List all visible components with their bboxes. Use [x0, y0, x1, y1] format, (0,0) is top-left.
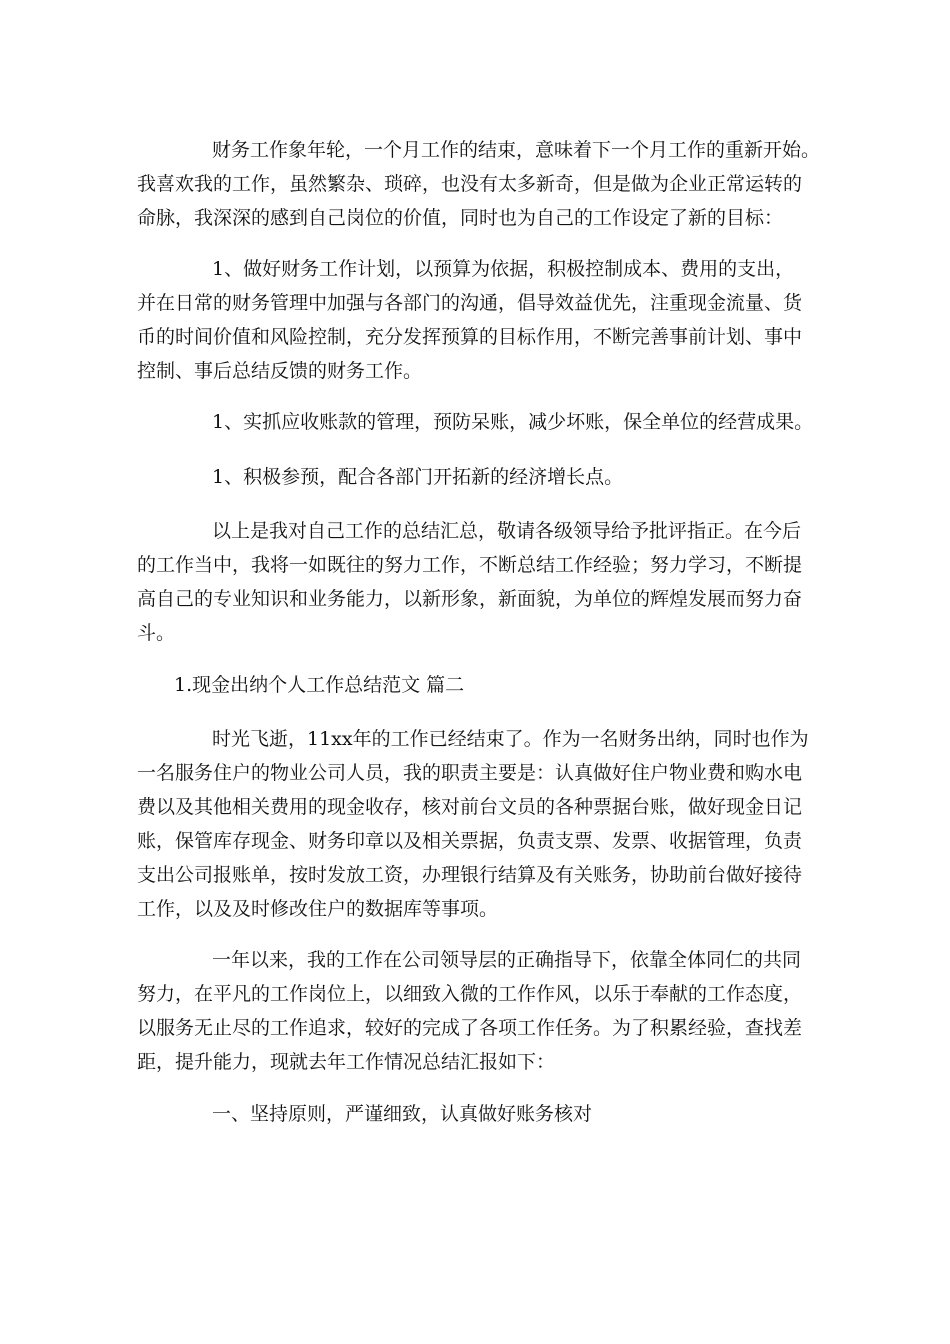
text-line: 控制、事后总结反馈的财务工作。	[137, 360, 423, 382]
text-line: 一年以来，我的工作在公司领导层的正确指导下，依靠全体同仁的共同	[212, 949, 802, 971]
text-line: 我喜欢我的工作，虽然繁杂、琐碎，也没有太多新奇，但是做为企业正常运转的	[137, 173, 803, 195]
paragraph-item-receivables	[212, 405, 813, 439]
text-line: 1、实抓应收账款的管理，预防呆账，减少坏账，保全单位的经营成果。	[212, 411, 814, 433]
paragraph-item-plan	[137, 252, 802, 388]
paragraph-intro	[137, 133, 820, 235]
subsection-heading-text: 一、坚持原则，严谨细致，认真做好账务核对	[212, 1103, 593, 1125]
text-line: 以上是我对自己工作的总结汇总，敬请各级领导给予批评指正。在今后	[212, 520, 802, 542]
text-line: 工作，以及及时修改住户的数据库等事项。	[137, 898, 499, 920]
text-line: 斗。	[137, 622, 176, 644]
text-line: 一名服务住户的物业公司人员，我的职责主要是：认真做好住户物业费和购水电	[137, 762, 803, 784]
paragraph-item-growth	[212, 460, 623, 494]
paragraph-year-review	[137, 943, 802, 1079]
text-line: 命脉，我深深的感到自己岗位的价值，同时也为自己的工作设定了新的目标：	[137, 207, 784, 229]
text-line: 并在日常的财务管理中加强与各部门的沟通，倡导效益优先，注重现金流量、货	[137, 292, 803, 314]
text-line: 高自己的专业知识和业务能力，以新形象，新面貌，为单位的辉煌发展而努力奋	[137, 588, 803, 610]
text-line: 币的时间价值和风险控制，充分发挥预算的目标作用，不断完善事前计划、事中	[137, 326, 803, 348]
section-heading-text: 1.现金出纳个人工作总结范文 篇二	[174, 674, 465, 696]
text-line: 的工作当中，我将一如既往的努力工作，不断总结工作经验；努力学习，不断提	[137, 554, 803, 576]
text-line: 以服务无止尽的工作追求，较好的完成了各项工作任务。为了积累经验，查找差	[137, 1017, 803, 1039]
paragraph-conclusion	[137, 514, 802, 650]
text-line: 时光飞逝，11xx年的工作已经结束了。作为一名财务出纳，同时也作为	[212, 728, 809, 750]
text-line: 1、积极参预，配合各部门开拓新的经济增长点。	[212, 466, 624, 488]
paragraph-duties	[137, 722, 809, 926]
text-line: 财务工作象年轮，一个月工作的结束，意味着下一个月工作的重新开始。	[212, 139, 821, 161]
text-line: 1、做好财务工作计划，以预算为依据，积极控制成本、费用的支出，	[212, 258, 795, 280]
text-line: 努力，在平凡的工作岗位上，以细致入微的工作作风，以乐于奉献的工作态度，	[137, 983, 803, 1005]
subsection-heading	[212, 1097, 592, 1131]
text-line: 支出公司报账单，按时发放工资，办理银行结算及有关账务，协助前台做好接待	[137, 864, 803, 886]
text-line: 距，提升能力，现就去年工作情况总结汇报如下：	[137, 1051, 556, 1073]
section-heading	[174, 668, 464, 702]
text-line: 费以及其他相关费用的现金收存，核对前台文员的各种票据台账，做好现金日记	[137, 796, 803, 818]
text-line: 账，保管库存现金、财务印章以及相关票据，负责支票、发票、收据管理，负责	[137, 830, 803, 852]
